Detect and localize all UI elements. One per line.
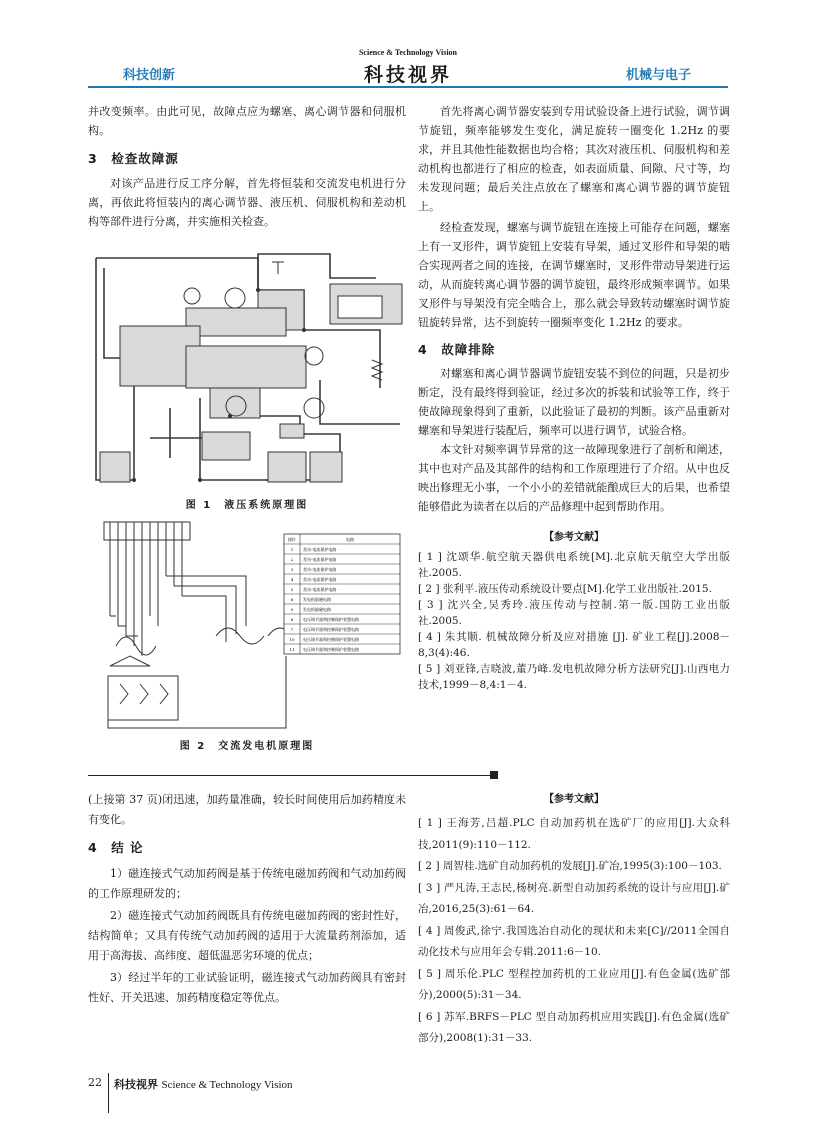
footer-rule (108, 1073, 109, 1113)
table-cell-pin: 9 (290, 607, 294, 612)
reference-item: [ 4 ] 周俊武,徐宁.我国选冶自动化的现状和未来[C]//2011全国自动化技术与应用年会专辑.2011:6－10. (418, 924, 730, 958)
table-cell-circuit: 差动-电流保护电路 (303, 577, 337, 582)
header-journal-en: Science & Technology Vision (358, 48, 457, 57)
right-column (418, 102, 730, 693)
table-cell-circuit: 电压调节器和控制保护装置电路 (303, 627, 359, 632)
table-cell-circuit: 差动-电流保护电路 (303, 567, 337, 572)
table-cell-circuit: 发电机励磁电路 (303, 607, 331, 612)
table-cell-circuit: 电压调节器和控制保护装置电路 (303, 637, 359, 642)
table-cell-pin: 5 (290, 587, 294, 592)
paragraph-3: 对该产品进行反工序分解，首先将恒装和交流发电机进行分离，再依此将恒装内的离心调节器、液压机、伺服机构和差动机构等部件进行分离，并实施相关检查。 (88, 177, 406, 228)
reference-item: [ 1 ] 王海芳,吕超.PLC 自动加药机在选矿厂的应用[J].大众科技,2011(9):110－112. (418, 817, 730, 851)
paragraph-r1: 首先将离心调节器安装到专用试验设备上进行试验，调节调节旋钮，频率能够发生变化，满足旋转一圈变化 1.2Hz 的要求，并且其他性能数据也均合格；其次对液压机、伺服机构和差动机构也都进行了相应的检查，如表面质量、间隙、尺寸等，均未发现问题；最后关注点放在了螺塞和离心调节器的调节旋钮上。 (418, 105, 730, 213)
footer-journal-en: Science & Technology Vision (161, 1079, 293, 1091)
header-rule (88, 86, 728, 88)
footer-journal (114, 1076, 293, 1092)
references-title: 【参考文献】 (544, 532, 604, 543)
page-number: 22 (88, 1076, 102, 1089)
paragraph-intro: 并改变频率。由此可见，故障点应为螺塞、离心调节器和伺服机构。 (88, 105, 406, 137)
pin-table (284, 534, 400, 654)
footer-journal-cn: 科技视界 (114, 1078, 158, 1091)
reference-item: [ 3 ] 严凡涛,王志民,杨树亮.新型自动加药系统的设计与应用[J].矿冶,2016,25(3):61－64. (418, 881, 730, 915)
conclusion-item-3: 3）经过半年的工业试验证明，磁连接式气动加药阀具有密封性好、开关迅速、加药精度稳定等优点。 (88, 971, 406, 1004)
table-cell-pin: 7 (290, 627, 294, 632)
conclusion-item-2: 2）磁连接式气动加药阀既具有传统电磁加药阀的密封性好，结构简单；又具有传统气动加药阀的适用于大流量药剂添加，适用于高海拔、高纬度、超低温恶劣环境的优点； (88, 909, 406, 962)
paragraph-r2: 经检查发现，螺塞与调节旋钮在连接上可能存在问题，螺塞上有一叉形件，调节旋钮上安装有导架，通过叉形件和导架的啮合实现两者之间的连接，在调节螺塞时，叉形件带动导架进行运动，从而旋转离心调节器的调节旋钮，最终形成频率调节。如果叉形件与导架没有完全啮合上，那么就会导致转动螺塞时调节旋钮旋转异常，达不到旋转一圈频率变化 1.2Hz 的要求。 (418, 221, 730, 329)
reference-item: [ 2 ] 张利平.液压传动系统设计要点[M].化学工业出版社.2015. (418, 583, 712, 595)
table-cell-pin: 11 (289, 647, 295, 652)
reference-item: [ 2 ] 周智桂.选矿自动加药机的发展[J].矿冶,1995(3):100－103. (418, 860, 722, 872)
reference-item: [ 5 ] 周乐伦.PLC 型程控加药机的工业应用[J].有色金属(选矿部分),2000(5):31－34. (418, 967, 730, 1001)
table-cell-pin: 2 (290, 557, 294, 562)
table-cell-pin: 8 (290, 597, 294, 602)
header-section-left: 科技创新 (123, 68, 176, 83)
reference-item: [ 6 ] 苏军.BRFS－PLC 型自动加药机应用实践[J].有色金属(选矿部分),2008(1):31－33. (418, 1010, 730, 1044)
reference-item: [ 5 ] 刘亚锋,吉晓波,董乃峰.发电机故障分析方法研究[J].山西电力技术,1999－8,4:1－4. (418, 663, 730, 691)
reference-item: [ 3 ] 沈兴全,吴秀玲.液压传动与控制.第一版.国防工业出版社.2005. (418, 599, 730, 627)
header-journal-title: 科技视界 (363, 64, 452, 86)
conclusion-item-1: 1）磁连接式气动加药阀是基于传统电磁加药阀和气动加药阀的工作原理研发的； (88, 867, 406, 900)
lower-references-title: 【参考文献】 (544, 794, 604, 805)
figure-1-caption: 图 1 液压系统原理图 (185, 500, 309, 511)
lower-references-list (418, 813, 730, 1050)
table-cell-circuit: 发电机励磁电路 (303, 597, 331, 602)
table-cell-circuit: 差动-电流保护电路 (303, 587, 337, 592)
continued-paragraph: (上接第 37 页)闭迅速，加药量准确，较长时间使用后加药精度未有变化。 (88, 793, 406, 826)
table-cell-circuit: 电压调节器和控制保护装置电路 (303, 647, 359, 652)
header-section-right: 机械与电子 (626, 68, 692, 83)
table-cell-circuit: 差动-电流保护电路 (303, 557, 337, 562)
paragraph-r3: 对螺塞和离心调节器调节旋钮安装不到位的问题，只是初步断定，没有最终得到验证，经过多次的拆装和试验等工作，终于使故障现象得到了重新，以此验证了最初的判断。该产品重新对螺塞和导架进行装配后，频率可以进行调节，试验合格。 (418, 367, 730, 437)
table-cell-pin: 1 (290, 547, 294, 552)
section-heading-4: 4 故障排除 (418, 342, 496, 357)
article-separator (88, 775, 492, 776)
paragraph-r4: 本文针对频率调节异常的这一故障现象进行了剖析和阐述，其中也对产品及其部件的结构和工作原理进行了介绍。从中也反映出修理无小事，一个小小的差错就能酿成巨大的后果，也希望能够借此为读者在以后的产品修理中起到帮助作用。 (418, 443, 730, 513)
table-cell-circuit: 电压调节器和控制保护装置电路 (303, 617, 359, 622)
table-cell-circuit: 差动-电流保护电路 (303, 547, 337, 552)
lower-left-column (88, 790, 406, 1008)
hydraulic-diagram (90, 248, 406, 488)
figure-2-caption: 图 2 交流发电机原理图 (179, 741, 315, 752)
conclusion-heading: 4 结 论 (88, 840, 144, 855)
reference-item: [ 4 ] 朱其顺. 机械故障分析及应对措施 [J]. 矿业工程[J].2008－8,3(4):46. (418, 631, 730, 659)
separator-marker (490, 771, 498, 779)
left-column (88, 102, 406, 231)
section-heading-3: 3 检查故障源 (88, 151, 179, 166)
lower-right-column (418, 790, 730, 1050)
table-cell-pin: 3 (290, 567, 294, 572)
table-header-cell: 电路 (346, 537, 354, 542)
table-header-cell: 插针 (288, 537, 296, 542)
table-cell-pin: 4 (290, 577, 294, 582)
references-list (418, 549, 730, 693)
table-cell-pin: 10 (289, 637, 295, 642)
generator-diagram (96, 516, 402, 730)
reference-item: [ 1 ] 沈颂华.航空航天器供电系统[M].北京航天航空大学出版社.2005. (418, 551, 730, 579)
table-cell-pin: 6 (290, 617, 294, 622)
